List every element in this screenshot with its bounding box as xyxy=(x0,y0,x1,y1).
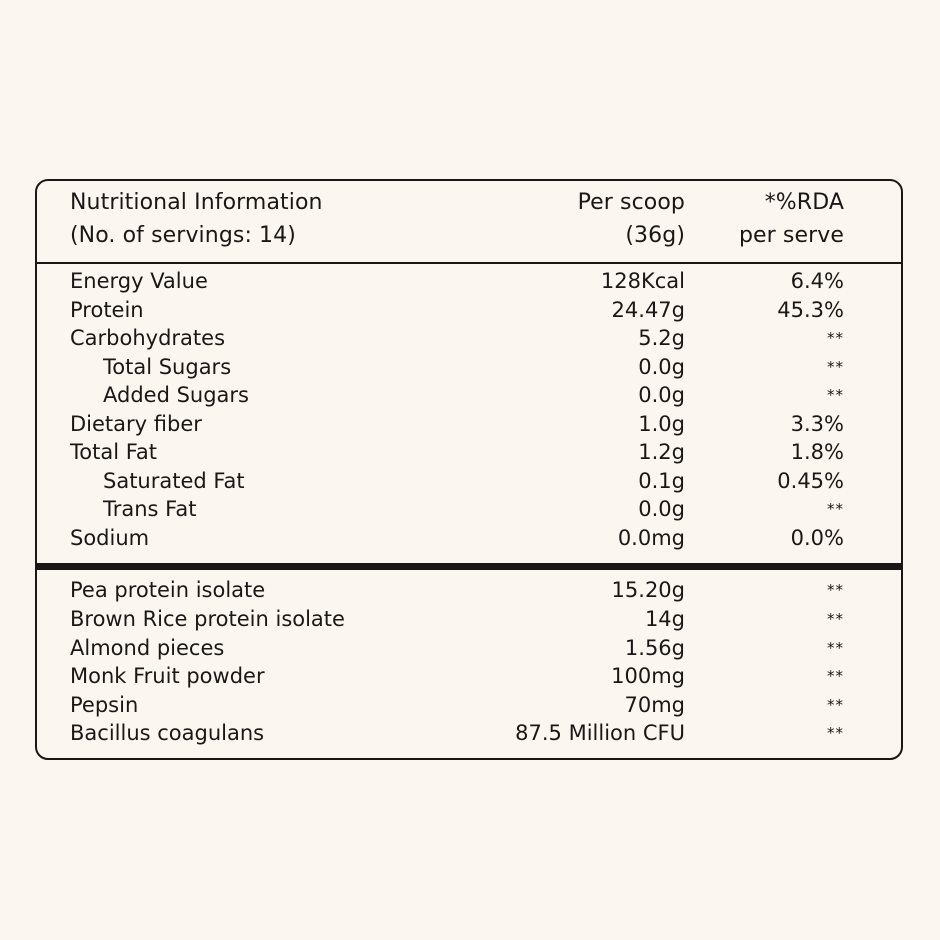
nutrient-rda: 1.8% xyxy=(790,440,844,464)
ingredient-name: Brown Rice protein isolate xyxy=(70,607,345,631)
nutrient-name: Protein xyxy=(70,298,144,322)
per-serve-header: per serve xyxy=(738,223,844,248)
nutrient-name: Carbohydrates xyxy=(70,326,226,350)
nutrient-rda: ** xyxy=(827,500,844,518)
nutrient-amount: 5.2g xyxy=(638,326,685,350)
nutrition-table xyxy=(35,179,903,760)
nutrient-rda: 0.0% xyxy=(790,526,844,550)
scoop-weight: (36g) xyxy=(625,223,685,248)
table-title: Nutritional Information xyxy=(70,190,323,215)
servings-count: (No. of servings: 14) xyxy=(70,223,296,248)
nutrient-name: Total Sugars xyxy=(103,355,232,379)
nutrient-amount: 0.0g xyxy=(638,383,685,407)
nutrient-name: Dietary fiber xyxy=(70,412,202,436)
ingredient-name: Pea protein isolate xyxy=(70,578,266,602)
nutrient-amount: 0.0mg xyxy=(617,526,685,550)
ingredient-amount: 100mg xyxy=(611,664,685,688)
nutrient-amount: 1.2g xyxy=(638,440,685,464)
nutrient-name: Sodium xyxy=(70,526,150,550)
nutrient-amount: 0.1g xyxy=(638,469,685,493)
nutrient-name: Saturated Fat xyxy=(103,469,245,493)
nutrient-name: Total Fat xyxy=(70,440,157,464)
ingredient-name: Almond pieces xyxy=(70,636,225,660)
per-scoop-header: Per scoop xyxy=(577,190,685,215)
ingredient-amount: 1.56g xyxy=(624,636,685,660)
ingredient-amount: 87.5 Million CFU xyxy=(515,721,685,745)
ingredient-amount: 15.20g xyxy=(611,578,685,602)
section-divider xyxy=(37,563,901,570)
ingredient-rda: ** xyxy=(827,581,844,599)
ingredient-rda: ** xyxy=(827,667,844,685)
ingredient-amount: 70mg xyxy=(624,693,685,717)
nutrient-amount: 1.0g xyxy=(638,412,685,436)
nutrient-rda: 0.45% xyxy=(777,469,844,493)
ingredient-rda: ** xyxy=(827,724,844,742)
ingredient-rda: ** xyxy=(827,639,844,657)
table-header xyxy=(37,181,901,263)
header-divider xyxy=(37,262,901,264)
nutrient-amount: 128Kcal xyxy=(600,269,685,293)
ingredient-amount: 14g xyxy=(644,607,685,631)
ingredient-name: Monk Fruit powder xyxy=(70,664,265,688)
ingredient-name: Pepsin xyxy=(70,693,139,717)
nutrient-name: Added Sugars xyxy=(103,383,249,407)
nutrient-rda: ** xyxy=(827,329,844,347)
nutrient-amount: 0.0g xyxy=(638,497,685,521)
ingredient-rda: ** xyxy=(827,696,844,714)
nutrient-rda: 6.4% xyxy=(790,269,844,293)
nutrient-name: Energy Value xyxy=(70,269,208,293)
nutrient-rda: ** xyxy=(827,386,844,404)
rda-header: *%RDA xyxy=(764,190,844,215)
ingredient-name: Bacillus coagulans xyxy=(70,721,265,745)
nutrient-rda: ** xyxy=(827,358,844,376)
nutrient-rda: 45.3% xyxy=(777,298,844,322)
nutrient-name: Trans Fat xyxy=(103,497,197,521)
ingredient-rda: ** xyxy=(827,610,844,628)
nutrient-amount: 24.47g xyxy=(611,298,685,322)
nutrient-rda: 3.3% xyxy=(790,412,844,436)
nutrient-amount: 0.0g xyxy=(638,355,685,379)
